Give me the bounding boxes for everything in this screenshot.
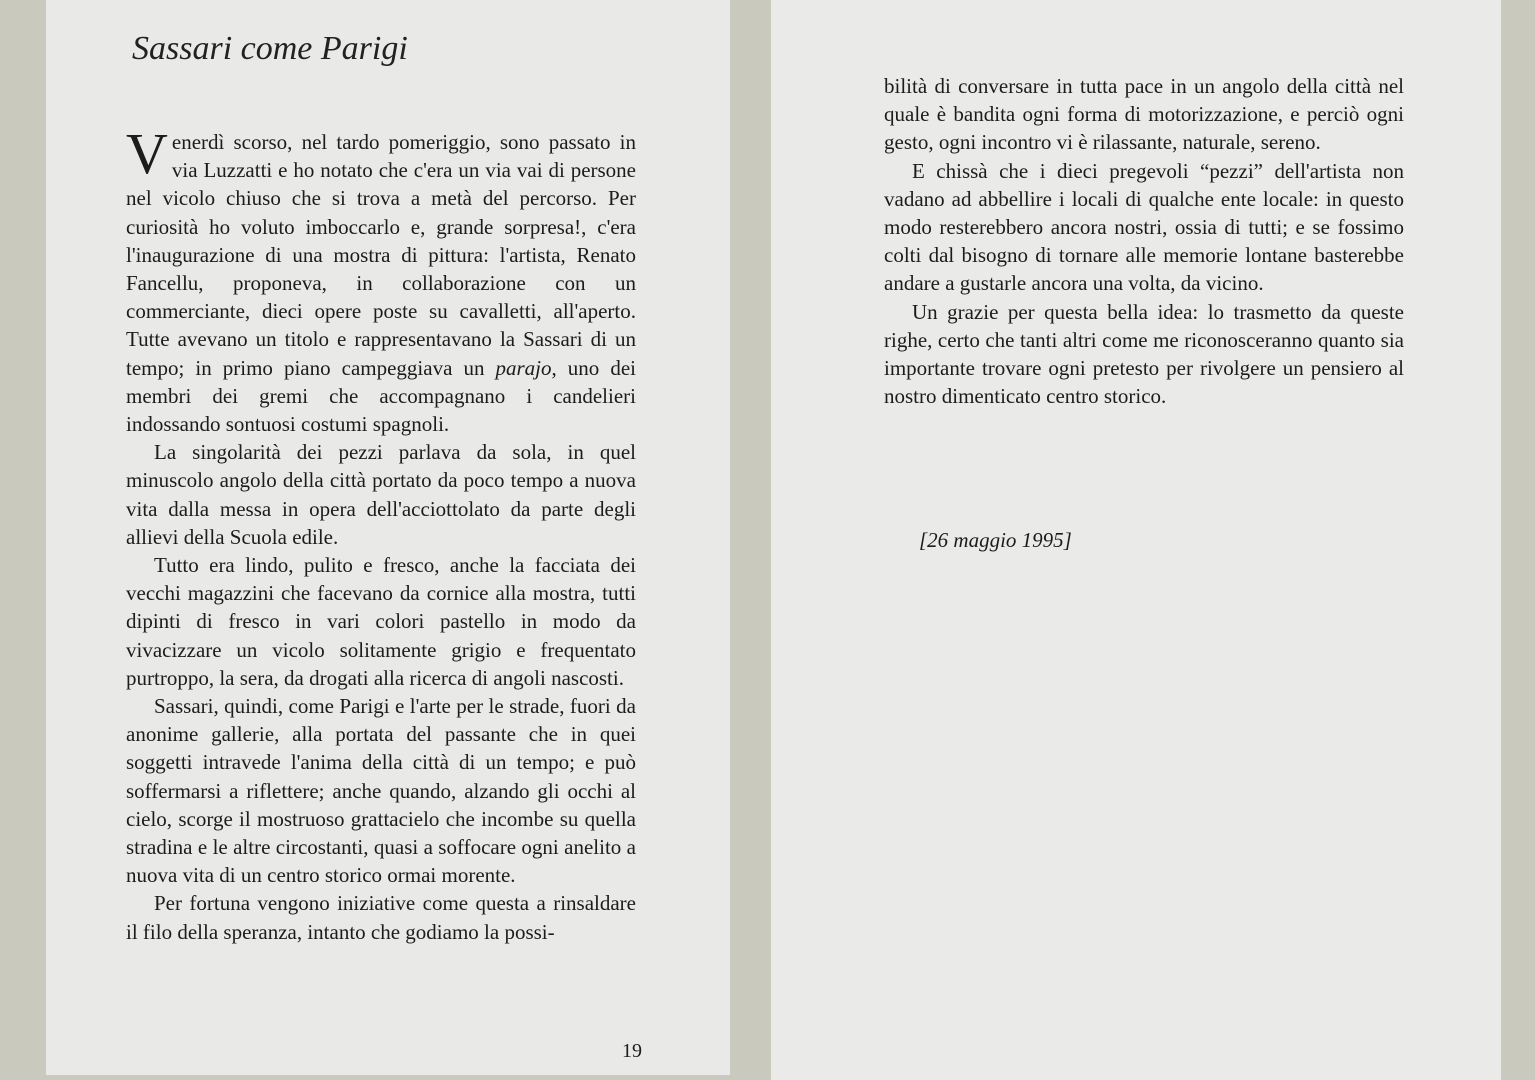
italic-term: parajo (495, 355, 552, 380)
paragraph-continuation: bilità di conversare in tutta pace in un angolo della città nel quale è bandita ogni forma di motorizzazione, e perciò ogni gesto, ogni incontro vi è rilassante, naturale, sereno. (884, 74, 1404, 155)
right-page-body (884, 72, 1404, 410)
drop-cap: V (126, 121, 168, 186)
left-page (46, 0, 730, 1075)
left-page-body (126, 121, 637, 946)
right-page (771, 0, 1501, 1080)
paragraph-1 (126, 121, 637, 438)
paragraph-7: Un grazie per questa bella idea: lo trasmetto da queste righe, certo che tanti altri come me riconosceranno quanto sia importante trovare ogni pretesto per rivolgere un pensiero al nostro dimenticato centro storico. (884, 299, 1404, 409)
paragraph-2: La singolarità dei pezzi parlava da sola, in quel minuscolo angolo della città portato da poco tempo a nuova vita dalla messa in opera dell'acciottolato da parte degli allievi della Scuola edile. (126, 440, 636, 549)
paragraph-6: E chissà che i dieci pregevoli “pezzi” dell'artista non vadano ad abbellire i locali di qualche ente locale: in questo modo resterebbero ancora nostri, ossia di tutti; e se fossimo colti dal bisogno di tornare alle memorie lontane basterebbe andare a gustarle ancora una volta, da vicino. (884, 158, 1404, 296)
paragraph-3: Tutto era lindo, pulito e fresco, anche la facciata dei vecchi magazzini che facevano da cornice alla mostra, tutti dipinti di fresco in vari colori pastello in modo da vivacizzare un vicolo solitamente grigio e frequentato purtroppo, la sera, da drogati alla ricerca di angoli nascosti. (126, 553, 636, 690)
paragraph-1-end: , uno dei membri dei gremi che accompagnano i candelieri indossando sontuosi costumi spagnoli. (126, 355, 637, 437)
page-number: 19 (622, 1040, 642, 1062)
paragraph-5: Per fortuna vengono iniziative come questa a rinsaldare il filo della speranza, intanto che godiamo la possi- (126, 891, 636, 944)
paragraph-1-start: enerdì scorso, nel tardo pomeriggio, sono passato in via Luzzatti e ho notato che c'era un via vai di persone nel vicolo chiuso che si trova a metà del percorso. Per curiosità ho voluto imboccarlo e, grande sorpresa!, c'era l'inaugurazione di una mostra di pittura: l'artista, Renato Fancellu, proponeva, in collaborazione con un commerciante, dieci opere poste su cavalletti, all'aperto. Tutte avevano un titolo e rappresentavano la Sassari di un tempo; in primo piano campeggiava un (126, 130, 636, 380)
paragraph-4: Sassari, quindi, come Parigi e l'arte per le strade, fuori da anonime gallerie, alla portata del passante che in quei soggetti intravede l'anima della città di un tempo; e può soffermarsi a riflettere; anche quando, alzando gli occhi al cielo, scorge il mostruoso grattacielo che incombe su quella stradina e le altre circostanti, quasi a soffocare ogni anelito a nuova vita di un centro storico ormai morente. (126, 694, 636, 888)
article-date: [26 maggio 1995] (919, 528, 1072, 552)
page-title: Sassari come Parigi (132, 30, 408, 67)
